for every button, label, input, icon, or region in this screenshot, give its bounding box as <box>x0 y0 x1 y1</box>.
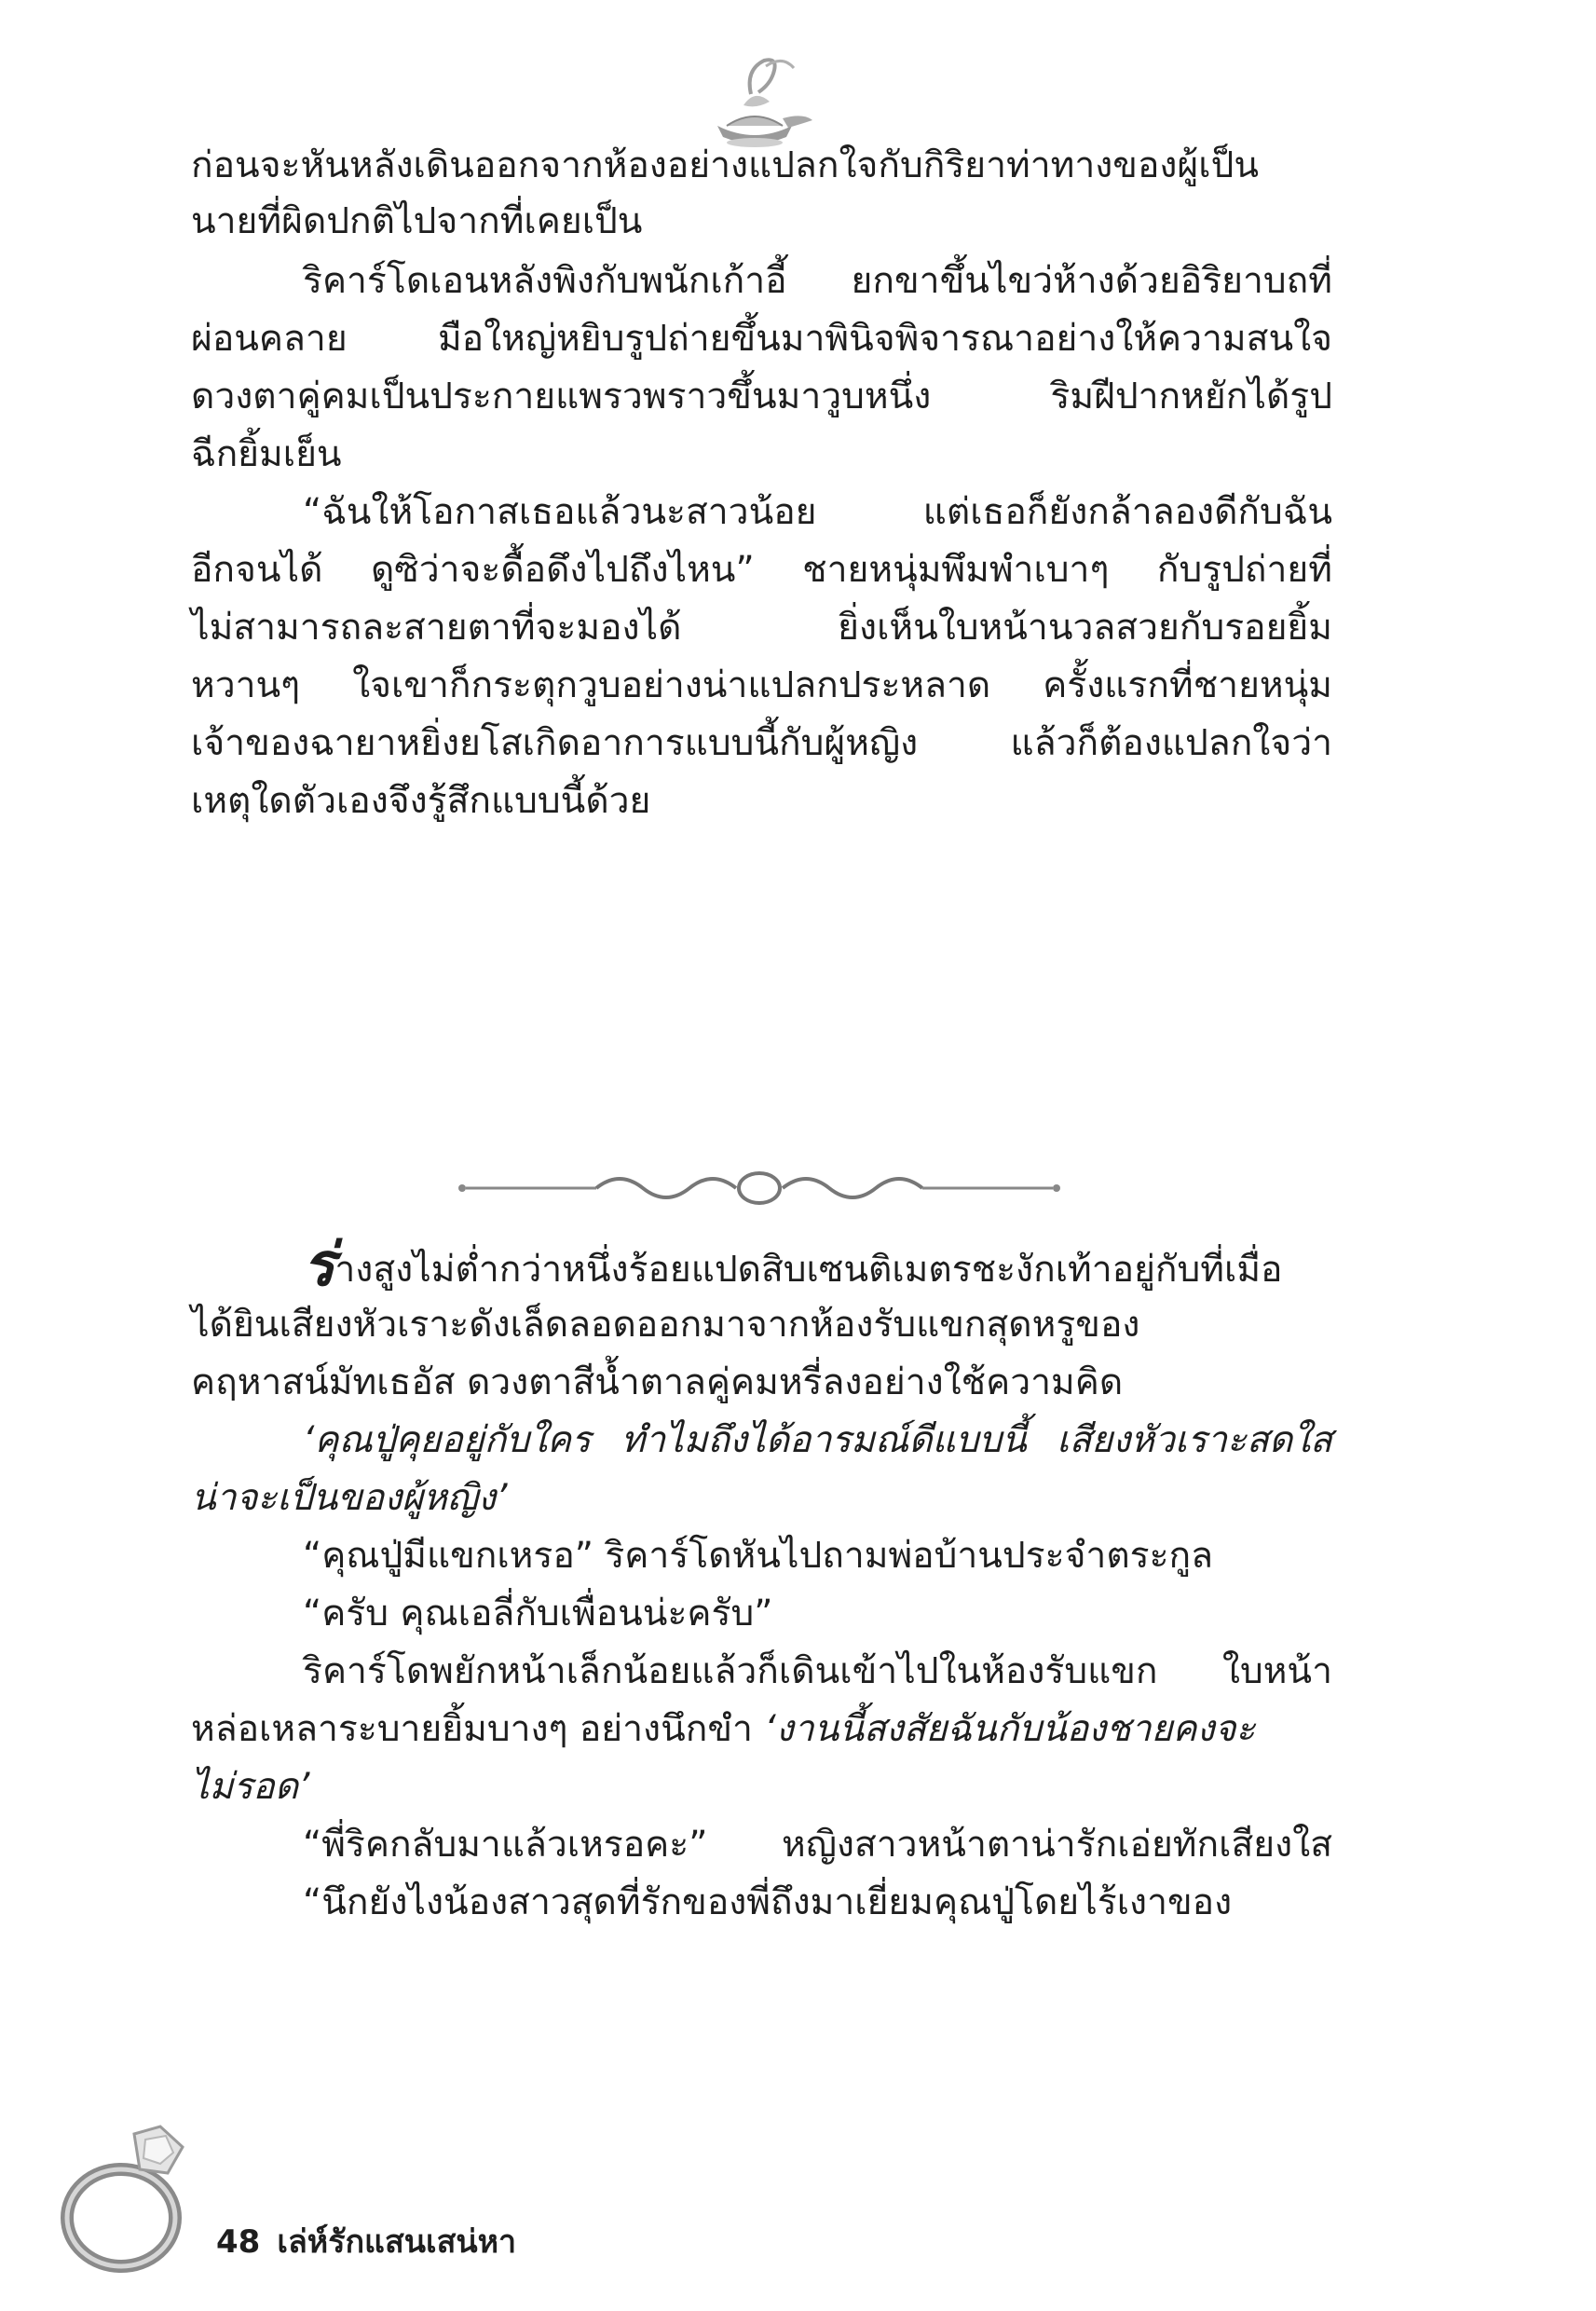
text-line: อีกจนได้ ดูซิว่าจะดื้อดึงไปถึงไหน” ชายหนุ่มพึมพำเบาๆ กับรูปถ่ายที่ <box>191 549 1332 591</box>
text-line: ผ่อนคลาย มือใหญ่หยิบรูปถ่ายขึ้นมาพินิจพิจารณาอย่างให้ความสนใจ <box>191 318 1332 360</box>
text-line: “ครับ คุณเอลี่กับเพื่อนน่ะครับ” <box>303 1593 773 1634</box>
text-line: ไม่สามารถละสายตาที่จะมองได้ ยิ่งเห็นใบหน้านวลสวยกับรอยยิ้ม <box>191 607 1332 649</box>
text-line: เหตุใดตัวเองจึงรู้สึกแบบนี้ด้วย <box>191 780 651 822</box>
text-line-rest: างสูงไม่ต่ำกว่าหนึ่งร้อยแปดสิบเซนติเมตรชะงักเท้าอยู่กับที่เมื่อ <box>334 1249 1283 1291</box>
text-line-italic: ‘งานนี้สงสัยฉันกับน้องชายคงจะ <box>764 1708 1256 1750</box>
text-line <box>191 1702 1332 1757</box>
drop-cap: ร่ <box>303 1231 335 1300</box>
ornamental-divider-icon <box>457 1165 1062 1211</box>
text-line: ไม่รอด’ <box>191 1766 310 1808</box>
book-title: เล่ห์รักแสนเสน่หา <box>277 2223 517 2261</box>
page-footer <box>216 2216 533 2266</box>
page-number: 48 <box>216 2223 261 2261</box>
text-line: “คุณปู่มีแขกเหรอ” ริคาร์โดหันไปถามพ่อบ้านประจำตระกูล <box>303 1535 1214 1577</box>
text-line: น่าจะเป็นของผู้หญิง’ <box>191 1477 508 1519</box>
text-line: ริคาร์โดเอนหลังพิงกับพนักเก้าอี้ ยกขาขึ้นไขว่ห้างด้วยอิริยาบถที่ <box>303 260 1332 302</box>
text-line-part: หล่อเหลาระบายยิ้มบางๆ อย่างนึกขำ <box>191 1708 753 1750</box>
text-line: นายที่ผิดปกติไปจากที่เคยเป็น <box>191 200 643 242</box>
text-line: ฉีกยิ้มเย็น <box>191 433 342 475</box>
text-line: ได้ยินเสียงหัวเราะดังเล็ดลอดออกมาจากห้องรับแขกสุดหรูของ <box>191 1304 1140 1346</box>
text-line: “ฉันให้โอกาสเธอแล้วนะสาวน้อย แต่เธอก็ยังกล้าลองดีกับฉัน <box>303 491 1332 533</box>
text-line: หวานๆ ใจเขาก็กระตุกวูบอย่างน่าแปลกประหลาด ครั้งแรกที่ชายหนุ่ม <box>191 664 1332 706</box>
text-line: คฤหาสน์มัทเธอัส ดวงตาสีน้ำตาลคู่คมหรี่ลงอย่างใช้ความคิด <box>191 1361 1124 1403</box>
text-line <box>303 1231 1332 1300</box>
text-line: “พี่ริคกลับมาแล้วเหรอคะ” หญิงสาวหน้าตาน่ารักเอ่ยทักเสียงใส <box>303 1824 1332 1866</box>
diamond-ring-icon <box>56 2115 196 2274</box>
text-line: ริคาร์โดพยักหน้าเล็กน้อยแล้วก็เดินเข้าไปในห้องรับแขก ใบหน้า <box>303 1650 1332 1692</box>
text-line: ก่อนจะหันหลังเดินออกจากห้องอย่างแปลกใจกับกิริยาท่าทางของผู้เป็น <box>191 144 1260 186</box>
text-line: เจ้าของฉายาหยิ่งยโสเกิดอาการแบบนี้กับผู้หญิง แล้วก็ต้องแปลกใจว่า <box>191 722 1332 764</box>
text-line: ดวงตาคู่คมเป็นประกายแพรวพราวขึ้นมาวูบหนึ่ง ริมฝีปากหยักได้รูป <box>191 376 1332 417</box>
text-line: ‘คุณปู่คุยอยู่กับใคร ทำไมถึงได้อารมณ์ดีแบบนี้ เสียงหัวเราะสดใส <box>303 1419 1332 1461</box>
text-line: “นึกยังไงน้องสาวสุดที่รักของพี่ถึงมาเยี่ยมคุณปู่โดยไร้เงาของ <box>303 1881 1233 1923</box>
